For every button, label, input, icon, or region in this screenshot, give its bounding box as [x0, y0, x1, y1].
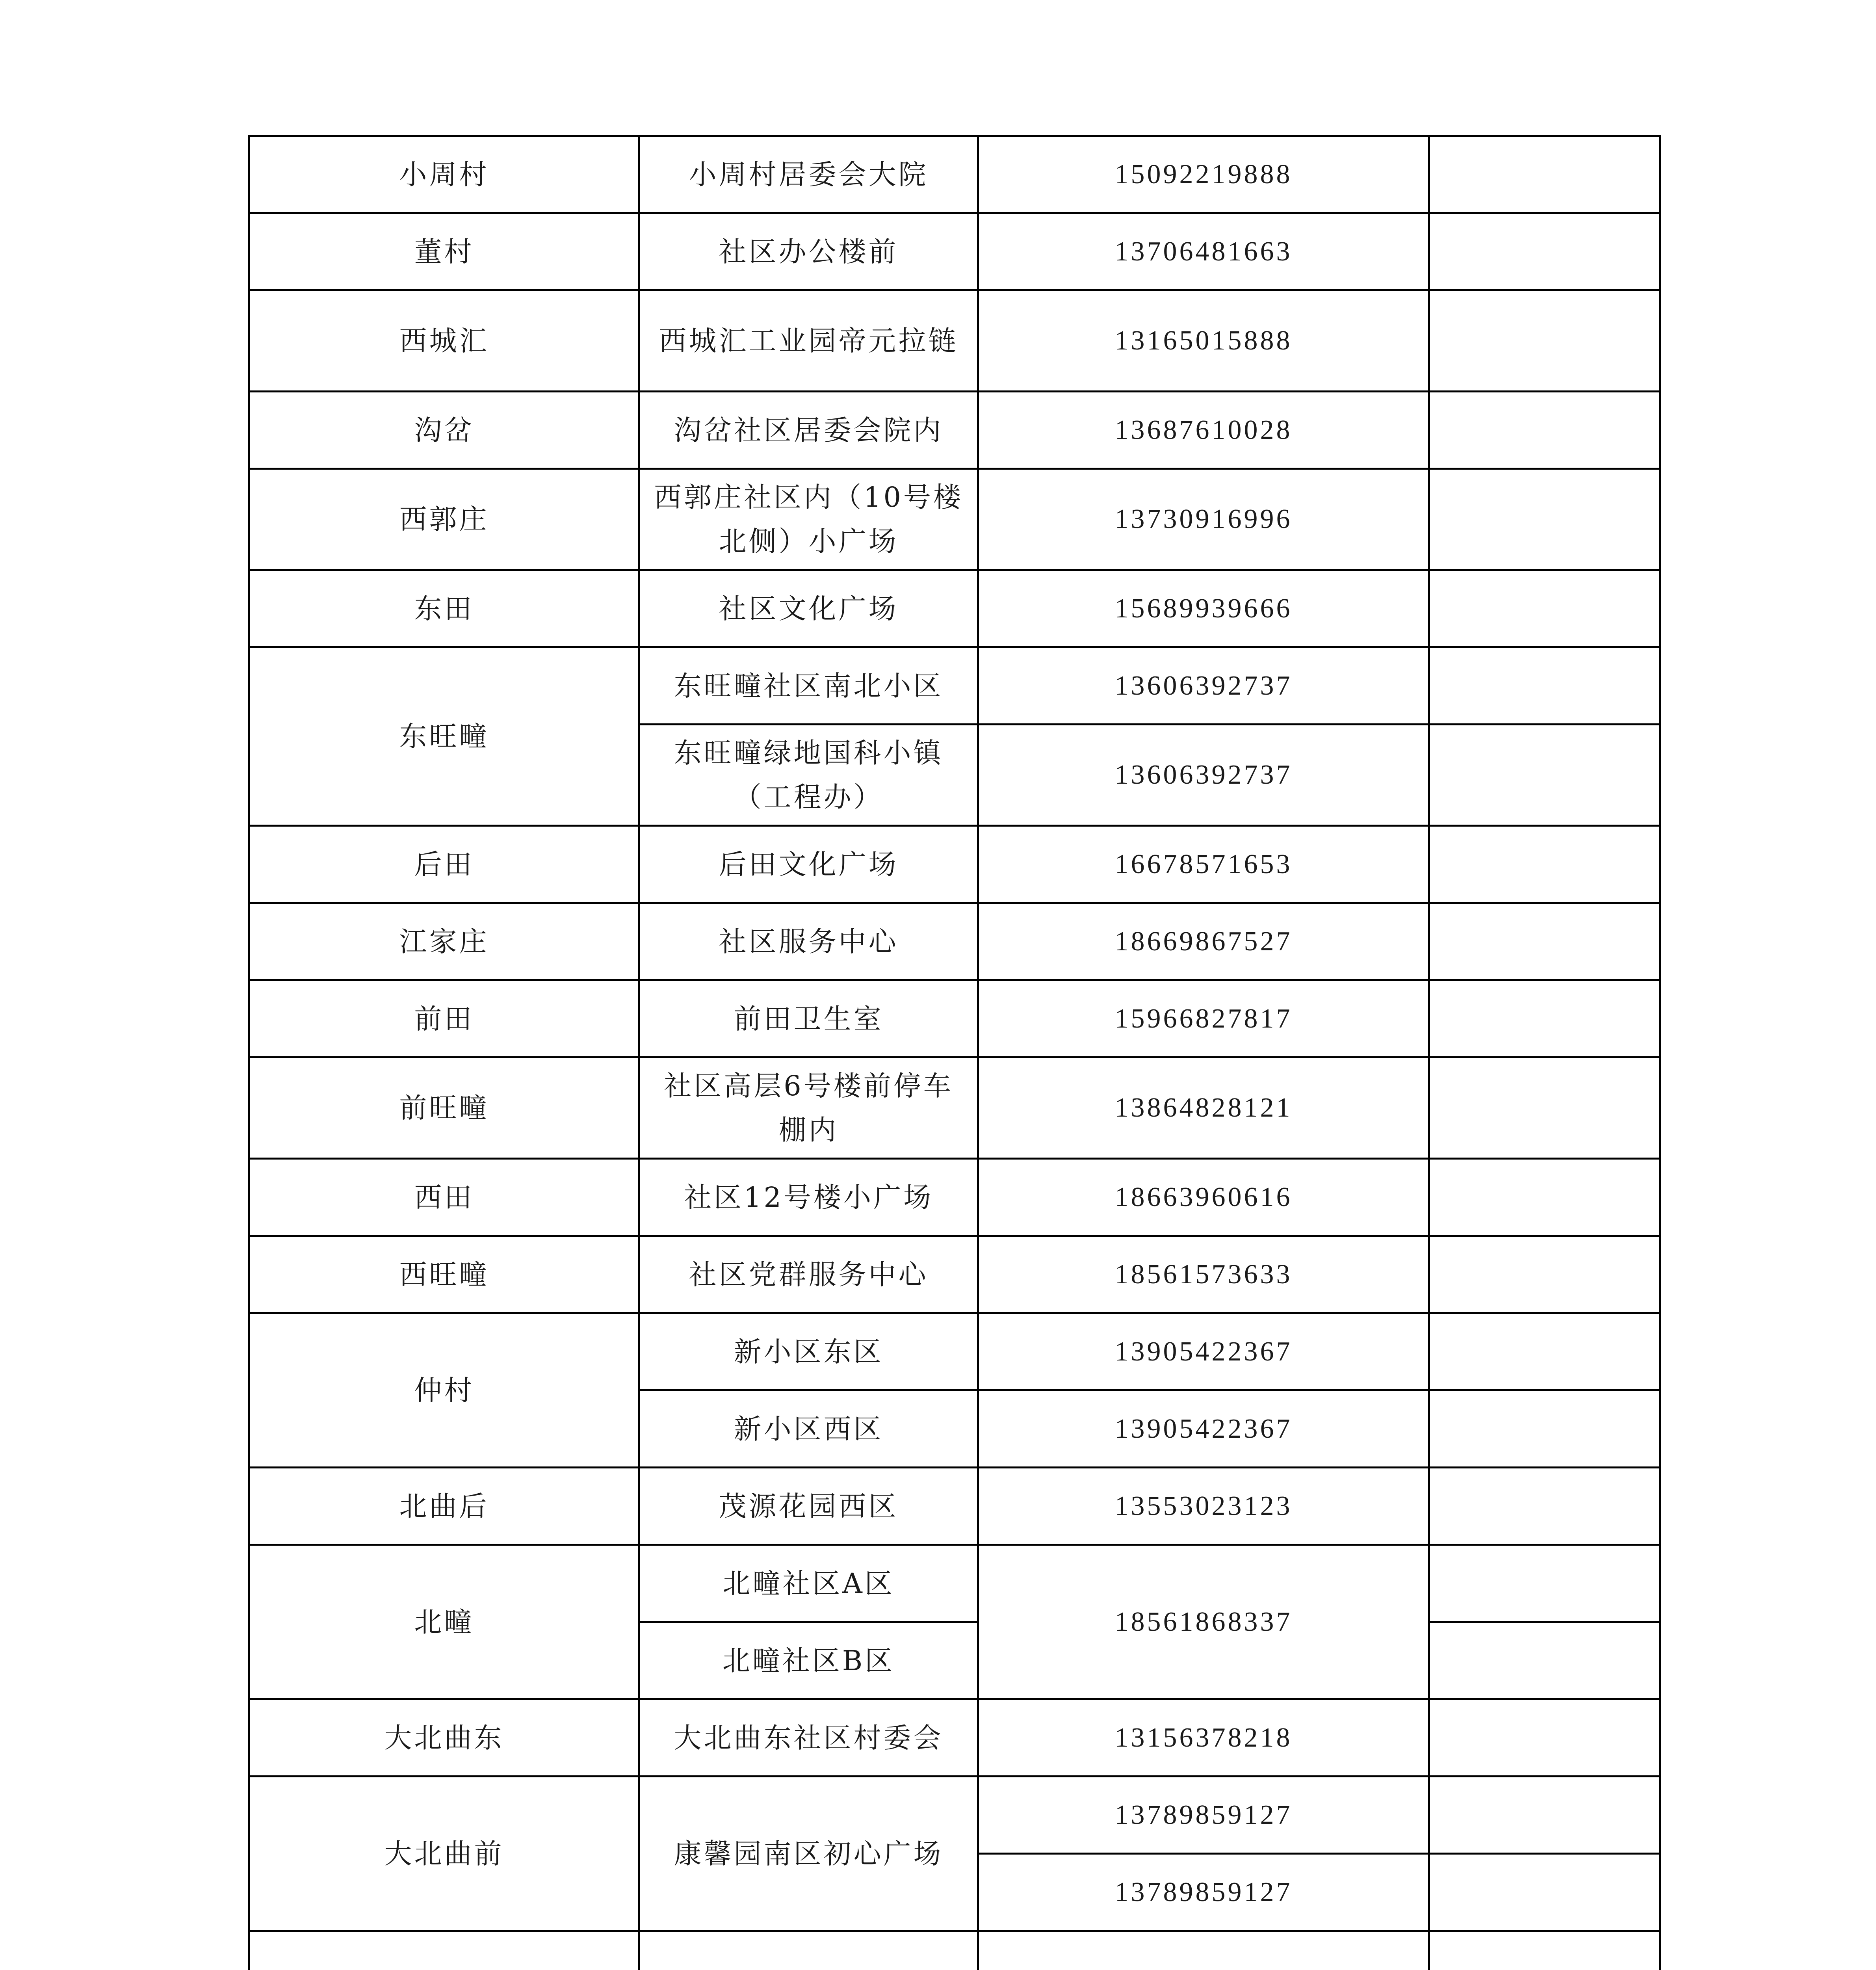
- phone-cell: 13905422367: [978, 1313, 1429, 1390]
- phone-cell: 13606392737: [978, 647, 1429, 725]
- blank-cell: [1429, 1468, 1660, 1545]
- community-cell: 北疃: [249, 1545, 639, 1699]
- community-cell: 东田: [249, 570, 639, 647]
- blank-cell: [1429, 570, 1660, 647]
- location-cell: 北疃社区A区: [639, 1545, 978, 1622]
- phone-cell: [978, 1931, 1429, 1970]
- table-row: [249, 469, 1660, 570]
- blank-cell: [1429, 136, 1660, 213]
- table-row: [249, 1468, 1660, 1545]
- table-row: [249, 136, 1660, 213]
- blank-cell: [1429, 1931, 1660, 1970]
- location-cell: 社区高层6号楼前停车棚内: [639, 1057, 978, 1159]
- location-cell: 社区党群服务中心: [639, 1236, 978, 1313]
- location-cell: 康馨园南区初心广场: [639, 1777, 978, 1931]
- location-cell: 社区办公楼前: [639, 213, 978, 290]
- community-cell: 后田: [249, 826, 639, 903]
- phone-cell: 13789859127: [978, 1777, 1429, 1854]
- community-cell: [249, 1931, 639, 1970]
- phone-cell: 18561868337: [978, 1545, 1429, 1699]
- blank-cell: [1429, 980, 1660, 1057]
- community-cell: 仲村: [249, 1313, 639, 1468]
- blank-cell: [1429, 290, 1660, 392]
- phone-cell: 13706481663: [978, 213, 1429, 290]
- location-cell: 新小区东区: [639, 1313, 978, 1390]
- location-cell: 西郭庄社区内（10号楼北侧）小广场: [639, 469, 978, 570]
- table-row: [249, 570, 1660, 647]
- blank-cell: [1429, 1545, 1660, 1622]
- blank-cell: [1429, 469, 1660, 570]
- location-cell: 西城汇工业园帝元拉链: [639, 290, 978, 392]
- phone-cell: 13864828121: [978, 1057, 1429, 1159]
- table-row: [249, 980, 1660, 1057]
- community-cell: 前旺疃: [249, 1057, 639, 1159]
- location-cell: 社区服务中心: [639, 903, 978, 980]
- table-row: [249, 903, 1660, 980]
- blank-cell: [1429, 647, 1660, 725]
- phone-cell: 13789859127: [978, 1854, 1429, 1931]
- community-cell: 前田: [249, 980, 639, 1057]
- location-cell: 茂源花园西区: [639, 1468, 978, 1545]
- phone-cell: 13156378218: [978, 1699, 1429, 1777]
- table-row: [249, 1313, 1660, 1390]
- blank-cell: [1429, 725, 1660, 826]
- community-cell: 江家庄: [249, 903, 639, 980]
- blank-cell: [1429, 392, 1660, 469]
- location-cell: 东旺疃社区南北小区: [639, 647, 978, 725]
- phone-cell: 18663960616: [978, 1159, 1429, 1236]
- table-row: [249, 647, 1660, 725]
- community-cell: 西旺疃: [249, 1236, 639, 1313]
- location-cell: 新小区西区: [639, 1390, 978, 1468]
- phone-cell: 16678571653: [978, 826, 1429, 903]
- community-cell: 沟岔: [249, 392, 639, 469]
- table-row: [249, 1159, 1660, 1236]
- table-row: [249, 290, 1660, 392]
- location-cell: 东旺疃绿地国科小镇（工程办）: [639, 725, 978, 826]
- phone-cell: 13730916996: [978, 469, 1429, 570]
- table-row: [249, 1236, 1660, 1313]
- table-row: [249, 1931, 1660, 1970]
- phone-cell: 13905422367: [978, 1390, 1429, 1468]
- blank-cell: [1429, 1057, 1660, 1159]
- community-cell: 大北曲前: [249, 1777, 639, 1931]
- community-cell: 西城汇: [249, 290, 639, 392]
- phone-cell: 13165015888: [978, 290, 1429, 392]
- blank-cell: [1429, 903, 1660, 980]
- community-cell: 大北曲东: [249, 1699, 639, 1777]
- blank-cell: [1429, 1159, 1660, 1236]
- blank-cell: [1429, 1390, 1660, 1468]
- community-cell: 小周村: [249, 136, 639, 213]
- location-cell: [639, 1931, 978, 1970]
- phone-cell: 18669867527: [978, 903, 1429, 980]
- community-cell: 董村: [249, 213, 639, 290]
- community-cell: 西田: [249, 1159, 639, 1236]
- community-contact-table: [248, 135, 1661, 1970]
- phone-cell: 15092219888: [978, 136, 1429, 213]
- community-cell: 东旺疃: [249, 647, 639, 826]
- location-cell: 沟岔社区居委会院内: [639, 392, 978, 469]
- table-row: [249, 392, 1660, 469]
- blank-cell: [1429, 1313, 1660, 1390]
- blank-cell: [1429, 1699, 1660, 1777]
- location-cell: 北疃社区B区: [639, 1622, 978, 1699]
- blank-cell: [1429, 1236, 1660, 1313]
- blank-cell: [1429, 1777, 1660, 1854]
- blank-cell: [1429, 1854, 1660, 1931]
- table-row: [249, 1057, 1660, 1159]
- community-cell: 西郭庄: [249, 469, 639, 570]
- phone-cell: 13553023123: [978, 1468, 1429, 1545]
- phone-cell: 15966827817: [978, 980, 1429, 1057]
- location-cell: 大北曲东社区村委会: [639, 1699, 978, 1777]
- table-row: [249, 1777, 1660, 1854]
- location-cell: 小周村居委会大院: [639, 136, 978, 213]
- location-cell: 社区12号楼小广场: [639, 1159, 978, 1236]
- location-cell: 前田卫生室: [639, 980, 978, 1057]
- phone-cell: 18561573633: [978, 1236, 1429, 1313]
- blank-cell: [1429, 1622, 1660, 1699]
- location-cell: 社区文化广场: [639, 570, 978, 647]
- phone-cell: 13606392737: [978, 725, 1429, 826]
- blank-cell: [1429, 213, 1660, 290]
- table-row: [249, 213, 1660, 290]
- phone-cell: 13687610028: [978, 392, 1429, 469]
- table-row: [249, 826, 1660, 903]
- community-cell: 北曲后: [249, 1468, 639, 1545]
- location-cell: 后田文化广场: [639, 826, 978, 903]
- table-row: [249, 1545, 1660, 1622]
- table-row: [249, 1699, 1660, 1777]
- phone-cell: 15689939666: [978, 570, 1429, 647]
- blank-cell: [1429, 826, 1660, 903]
